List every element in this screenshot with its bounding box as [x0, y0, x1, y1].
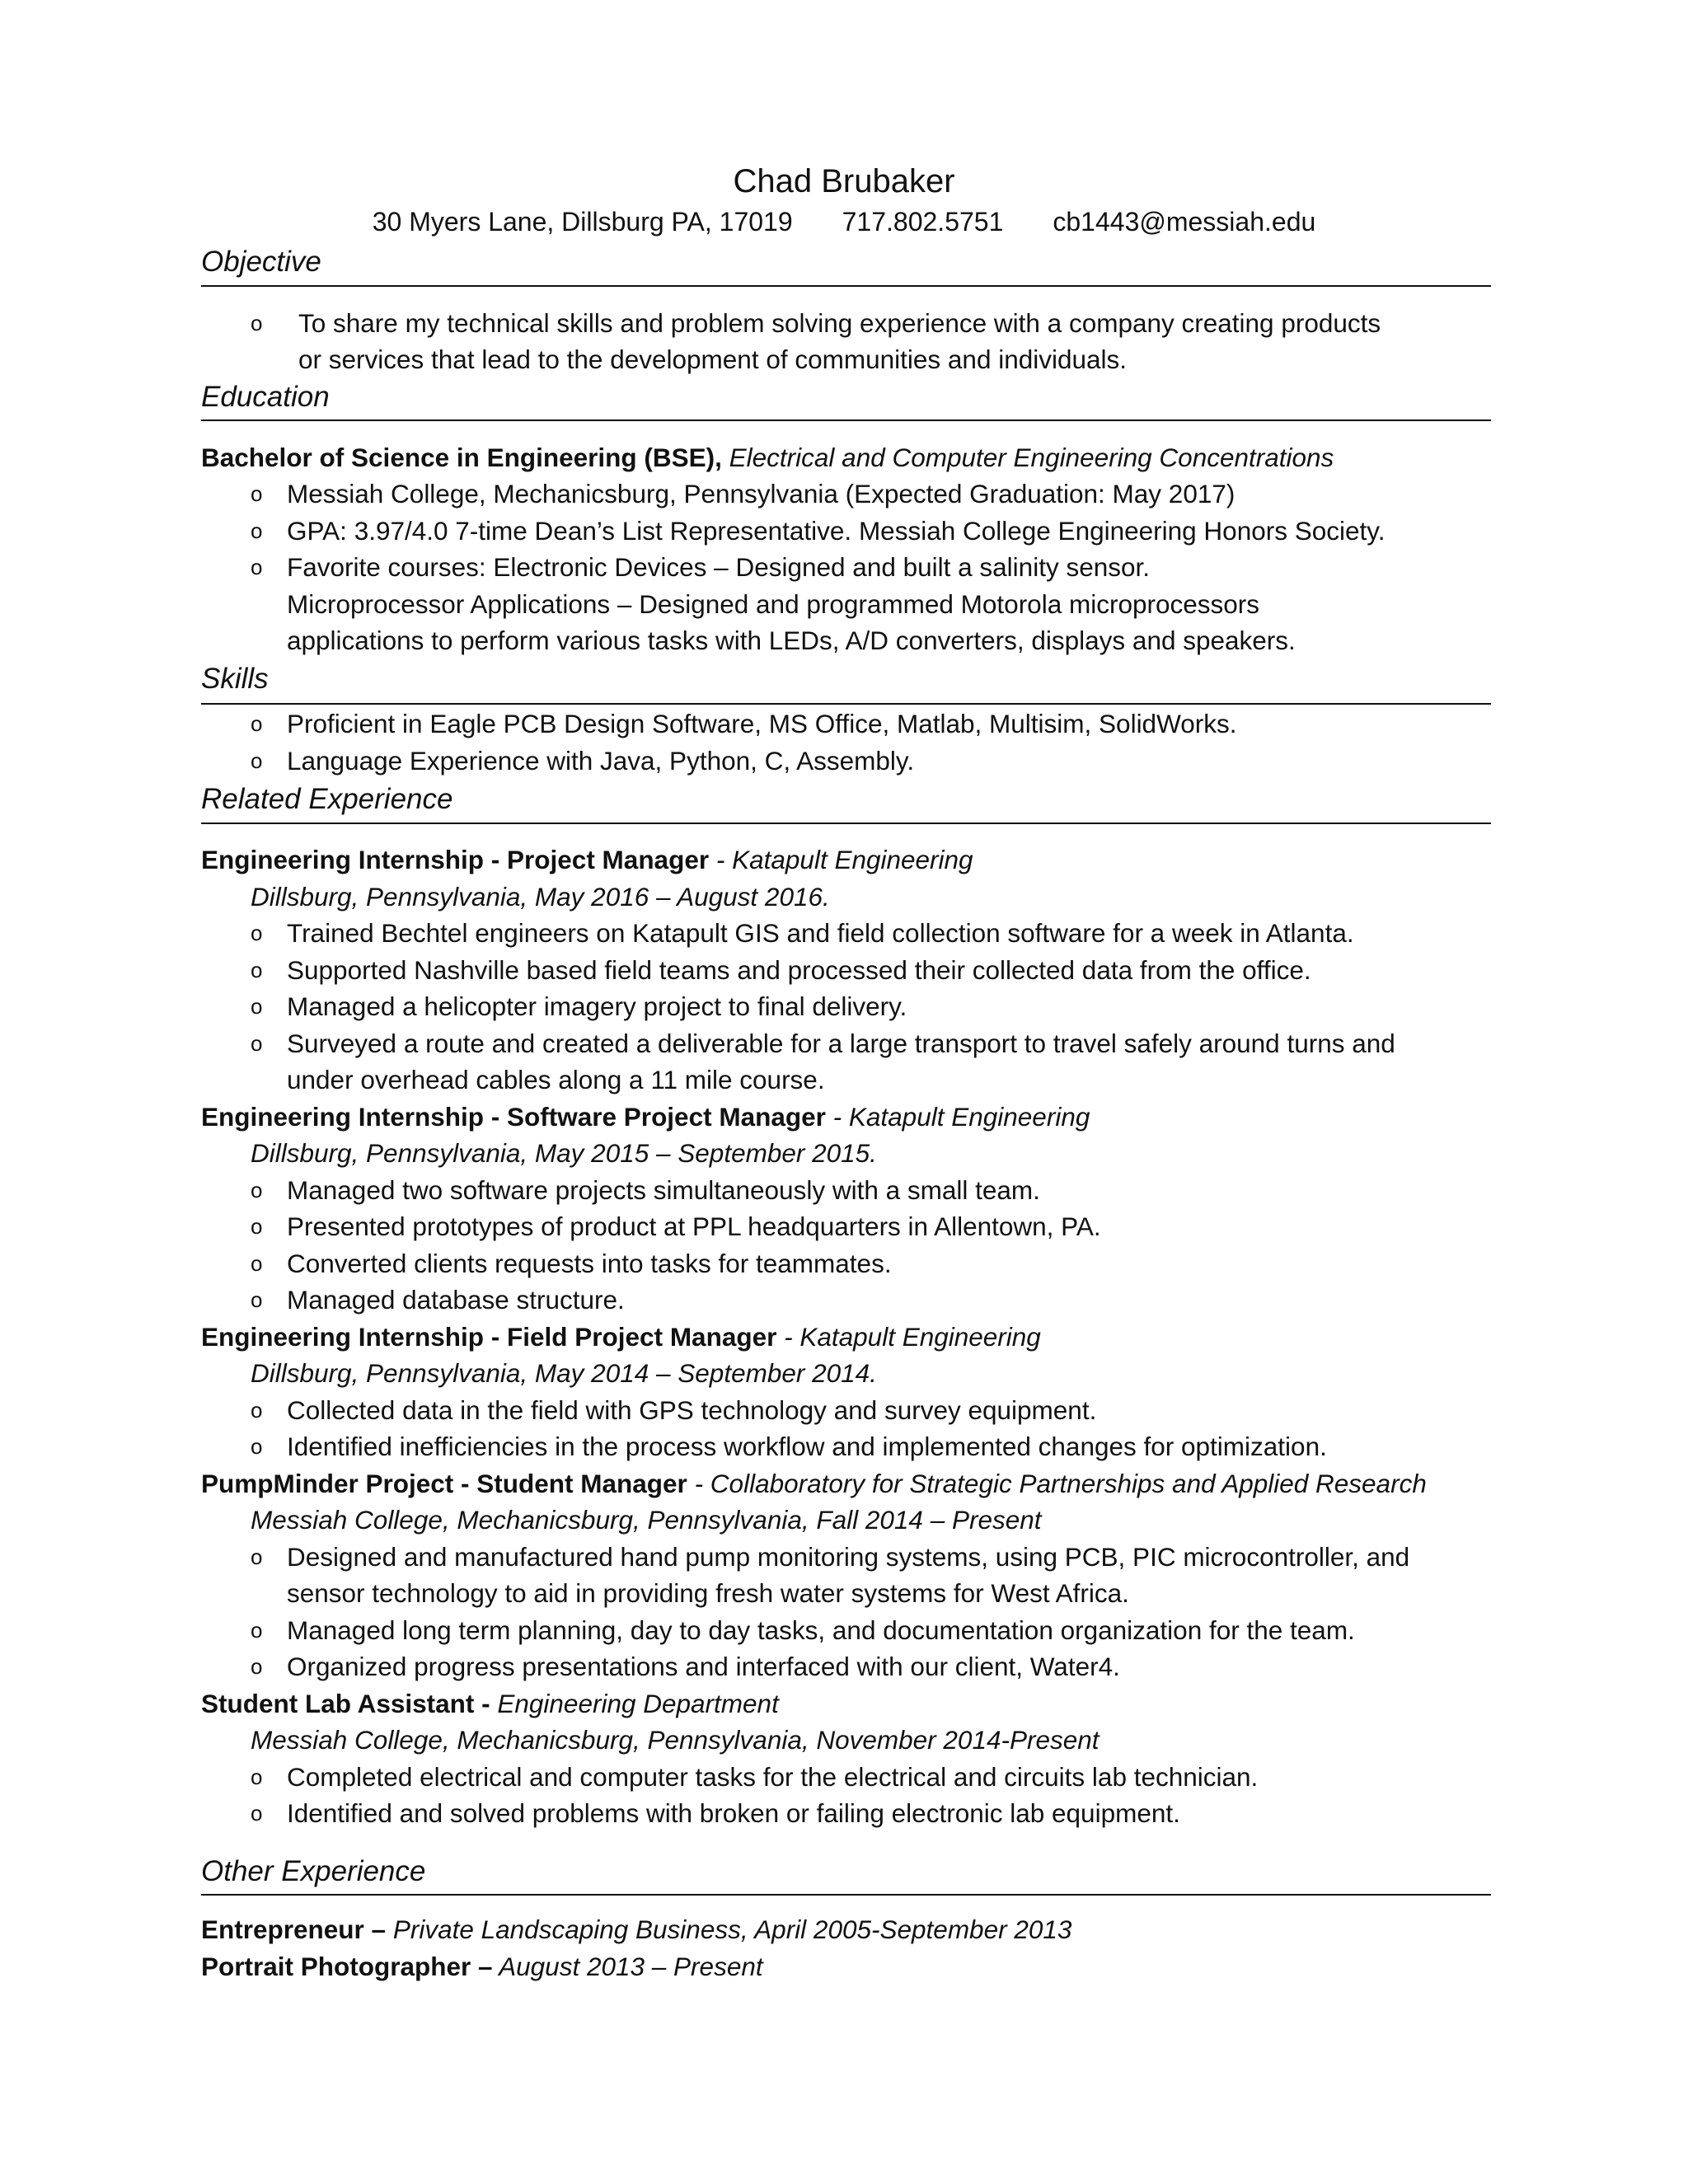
bullet-icon: o	[251, 711, 263, 736]
job-item: Identified and solved problems with broken or failing electronic lab equipment.	[287, 1798, 1180, 1828]
objective-text: or services that lead to the development of communities and individuals.	[298, 344, 1128, 374]
email: cb1443@messiah.edu	[1053, 207, 1316, 237]
job-org: - Katapult Engineering	[776, 1322, 1041, 1352]
phone: 717.802.5751	[842, 207, 1004, 237]
skills-item: Language Experience with Java, Python, C, Assembly.	[287, 746, 915, 776]
degree-line	[201, 439, 1334, 476]
bullet-icon: o	[251, 748, 263, 773]
bullet-icon: o	[251, 518, 263, 543]
bullet-icon: o	[251, 1251, 263, 1276]
education-item-continued: Microprocessor Applications – Designed and programmed Motorola microprocessors	[287, 589, 1260, 619]
job-heading	[201, 1465, 1427, 1502]
section-title-objective: Objective	[201, 246, 321, 278]
bullet-icon: o	[251, 958, 263, 982]
job-item: Designed and manufactured hand pump monitoring systems, using PCB, PIC microcontroller, and	[287, 1542, 1410, 1572]
job-item-continued: sensor technology to aid in providing fresh water systems for West Africa.	[287, 1578, 1129, 1608]
job-org: Engineering Department	[490, 1689, 779, 1718]
bullet-icon: o	[251, 1765, 263, 1789]
other-role: Entrepreneur –	[201, 1915, 387, 1944]
job-item: Converted clients requests into tasks for teammates.	[287, 1249, 892, 1278]
address: 30 Myers Lane, Dillsburg PA, 17019	[372, 207, 793, 237]
job-item-continued: under overhead cables along a 11 mile course.	[287, 1065, 825, 1094]
bullet-icon: o	[251, 1398, 263, 1422]
job-item: Trained Bechtel engineers on Katapult GIS and field collection software for a week in Atlanta.	[287, 918, 1354, 948]
contact-line	[0, 203, 1688, 241]
bullet-icon: o	[251, 1654, 263, 1679]
bullet-icon: o	[251, 1031, 263, 1056]
other-entry	[201, 1948, 763, 1985]
other-role: Portrait Photographer –	[201, 1952, 493, 1981]
bullet-icon: o	[251, 1801, 263, 1825]
section-title-skills: Skills	[201, 663, 269, 695]
education-item: Messiah College, Mechanicsburg, Pennsylvania (Expected Graduation: May 2017)	[287, 479, 1236, 509]
job-item: Organized progress presentations and interfaced with our client, Water4.	[287, 1652, 1120, 1681]
section-divider	[201, 823, 1491, 824]
job-org: - Katapult Engineering	[709, 845, 973, 874]
job-role: PumpMinder Project - Student Manager	[201, 1469, 687, 1498]
bullet-icon: o	[251, 1287, 263, 1312]
section-divider	[201, 703, 1491, 705]
job-heading	[201, 841, 973, 878]
education-item-continued: applications to perform various tasks with LEDs, A/D converters, displays and speakers.	[287, 626, 1296, 655]
job-role: Engineering Internship - Software Project Manager	[201, 1102, 826, 1132]
job-heading	[201, 1319, 1041, 1355]
bullet-icon: o	[251, 481, 263, 506]
job-location-dates: Dillsburg, Pennsylvania, May 2015 – September 2015.	[251, 1138, 877, 1168]
job-heading	[201, 1685, 779, 1722]
degree-name: Bachelor of Science in Engineering (BSE),	[201, 443, 722, 472]
job-item: Managed a helicopter imagery project to final delivery.	[287, 991, 907, 1021]
job-item: Completed electrical and computer tasks for the electrical and circuits lab technician.	[287, 1762, 1259, 1792]
objective-text: To share my technical skills and problem solving experience with a company creating products	[298, 308, 1381, 338]
section-divider	[201, 285, 1491, 287]
section-divider	[201, 419, 1491, 421]
skills-item: Proficient in Eagle PCB Design Software, MS Office, Matlab, Multisim, SolidWorks.	[287, 709, 1237, 738]
job-item: Identified inefficiencies in the process workflow and implemented changes for optimization.	[287, 1432, 1327, 1461]
job-item: Managed long term planning, day to day tasks, and documentation organization for the team.	[287, 1615, 1355, 1645]
job-item: Managed two software projects simultaneously with a small team.	[287, 1175, 1040, 1205]
education-item: Favorite courses: Electronic Devices – Designed and built a salinity sensor.	[287, 552, 1151, 582]
other-detail: August 2013 – Present	[492, 1952, 763, 1981]
bullet-icon: o	[251, 921, 263, 945]
education-item: GPA: 3.97/4.0 7-time Dean’s List Representative. Messiah College Engineering Honors Society.	[287, 516, 1386, 546]
section-title-other-experience: Other Experience	[201, 1855, 426, 1887]
section-title-related-experience: Related Experience	[201, 783, 453, 815]
degree-concentration: Electrical and Computer Engineering Concentrations	[721, 443, 1334, 472]
bullet-icon: o	[251, 994, 263, 1019]
job-role: Engineering Internship - Field Project Manager	[201, 1322, 777, 1352]
bullet-icon: o	[251, 1618, 263, 1643]
section-title-education: Education	[201, 381, 330, 413]
bullet-icon: o	[251, 1544, 263, 1569]
job-item: Collected data in the field with GPS technology and survey equipment.	[287, 1395, 1097, 1425]
job-item: Managed database structure.	[287, 1285, 625, 1315]
job-org: - Katapult Engineering	[825, 1102, 1090, 1132]
job-item: Surveyed a route and created a deliverable for a large transport to travel safely around turns and	[287, 1029, 1395, 1058]
job-location-dates: Messiah College, Mechanicsburg, Pennsylvania, November 2014-Present	[251, 1725, 1100, 1755]
job-location-dates: Messiah College, Mechanicsburg, Pennsylvania, Fall 2014 – Present	[251, 1505, 1042, 1535]
job-location-dates: Dillsburg, Pennsylvania, May 2016 – August 2016.	[251, 882, 830, 912]
candidate-name: Chad Brubaker	[733, 163, 955, 199]
job-item: Presented prototypes of product at PPL headquarters in Allentown, PA.	[287, 1212, 1101, 1241]
other-detail: Private Landscaping Business, April 2005-September 2013	[386, 1915, 1072, 1944]
bullet-icon: o	[251, 555, 263, 579]
job-role: Engineering Internship - Project Manager	[201, 845, 710, 874]
other-entry	[201, 1911, 1071, 1947]
bullet-icon: o	[251, 1434, 263, 1459]
bullet-icon: o	[251, 1178, 263, 1202]
job-item: Supported Nashville based field teams and processed their collected data from the office.	[287, 955, 1311, 985]
job-org: - Collaboratory for Strategic Partnerships and Applied Research	[687, 1469, 1427, 1498]
bullet-icon: o	[251, 311, 263, 335]
job-role: Student Lab Assistant -	[201, 1689, 490, 1718]
job-heading	[201, 1099, 1090, 1135]
section-divider	[201, 1894, 1491, 1896]
bullet-icon: o	[251, 1214, 263, 1239]
job-location-dates: Dillsburg, Pennsylvania, May 2014 – September 2014.	[251, 1358, 877, 1388]
